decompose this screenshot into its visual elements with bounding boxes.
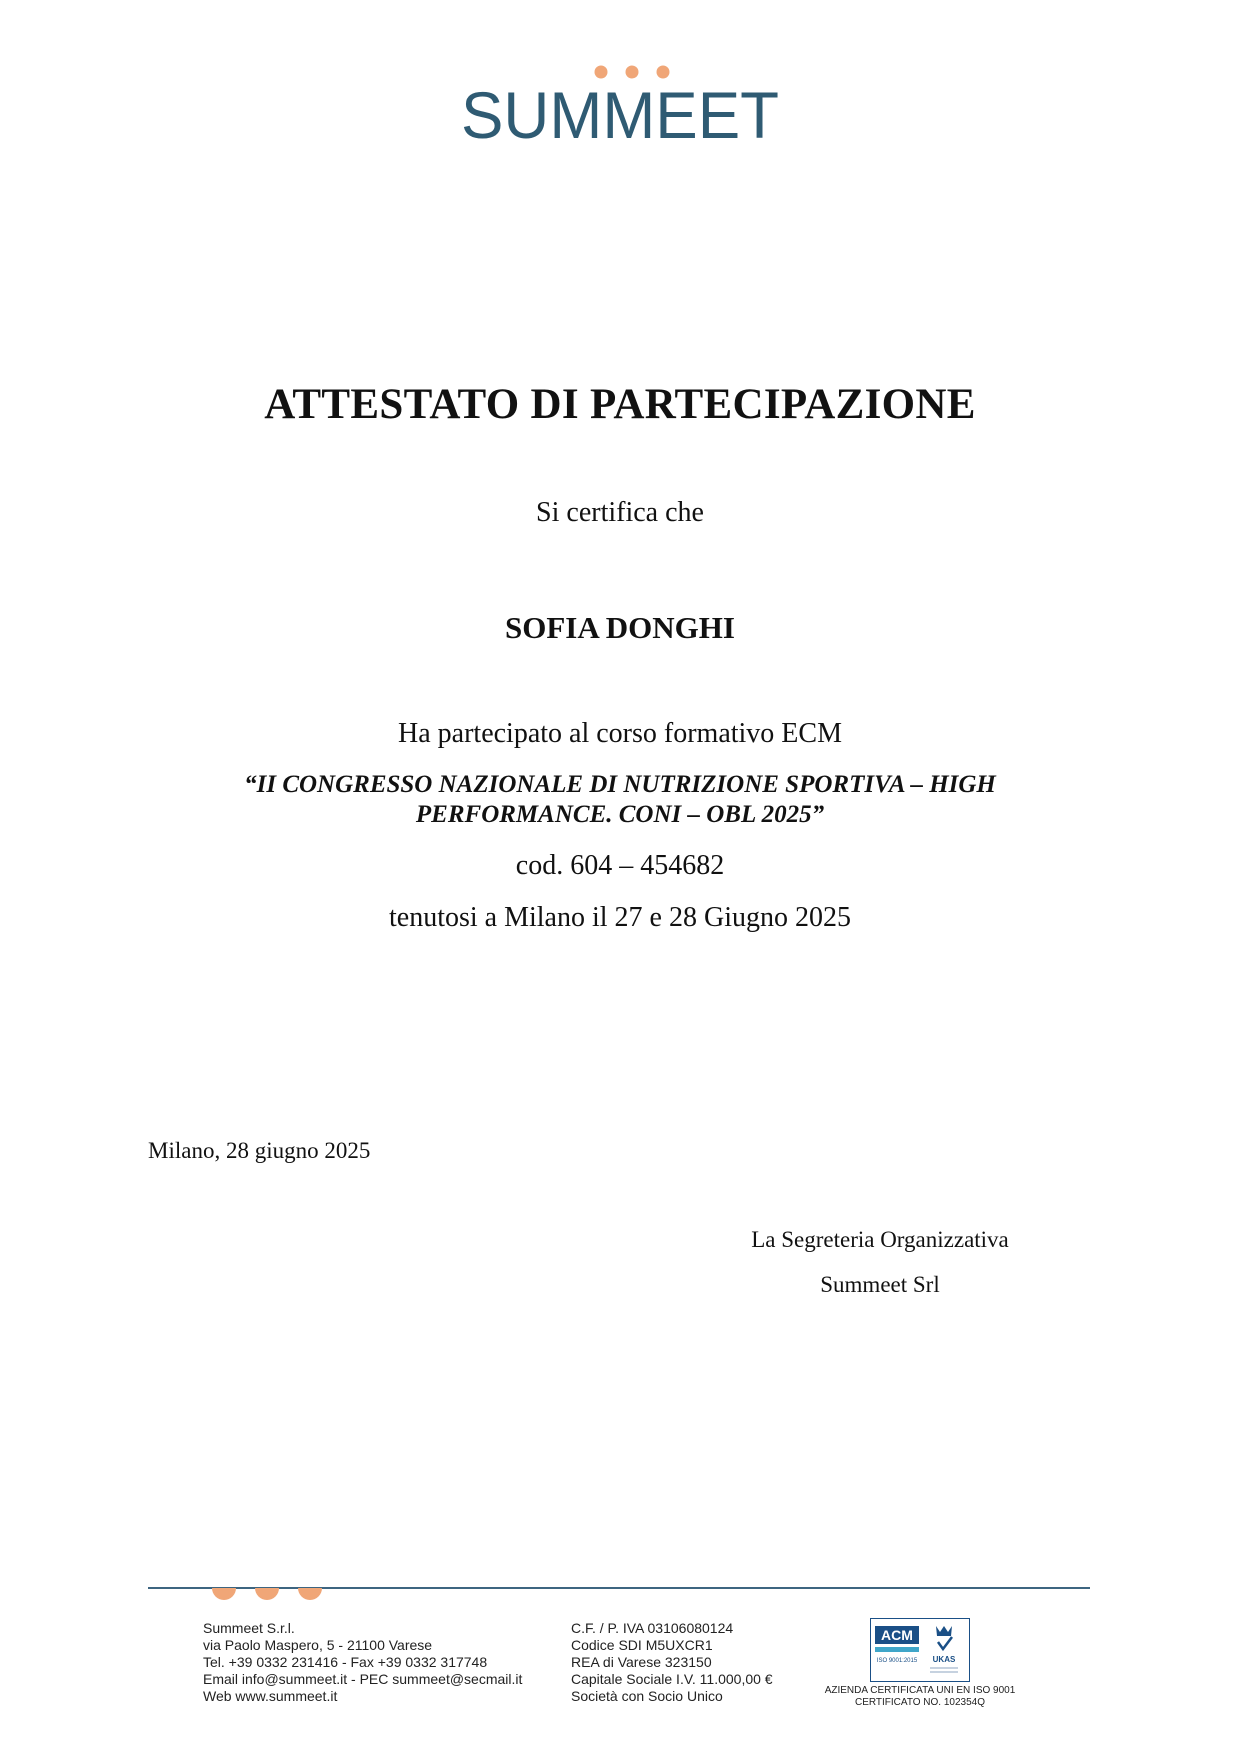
certify-intro: Si certifica che — [536, 497, 704, 528]
certification-number: CERTIFICATO NO. 102354Q — [854, 1697, 986, 1708]
registry-vat: C.F. / P. IVA 03106080124 — [571, 1620, 734, 1636]
signature-organization: La Segreteria Organizzativa — [751, 1227, 1009, 1252]
badge-ukas-label: UKAS — [932, 1655, 956, 1664]
signature-company: Summeet Srl — [820, 1272, 940, 1297]
logo-dot — [595, 66, 608, 79]
registry-owner: Società con Socio Unico — [571, 1688, 723, 1704]
place-date: Milano, 28 giugno 2025 — [148, 1138, 371, 1163]
footer-company-info — [203, 1620, 522, 1705]
company-phone: Tel. +39 0332 231416 - Fax +39 0332 317748 — [203, 1654, 488, 1670]
certification-caption-line: AZIENDA CERTIFICATA UNI EN ISO 9001 — [824, 1685, 1016, 1696]
logo-dot — [626, 66, 639, 79]
certificate-title: ATTESTATO DI PARTECIPAZIONE — [264, 381, 976, 428]
badge-iso-label: ISO 9001:2015 — [876, 1658, 918, 1664]
course-title-line: PERFORMANCE. CONI – OBL 2025” — [415, 801, 825, 828]
registry-capital: Capitale Sociale I.V. 11.000,00 € — [571, 1671, 773, 1687]
registry-sdi: Codice SDI M5UXCR1 — [571, 1637, 713, 1653]
company-email: Email info@summeet.it - PEC summeet@secmail.it — [203, 1671, 523, 1687]
course-dates: tenutosi a Milano il 27 e 28 Giugno 2025 — [389, 902, 851, 933]
logo-dot — [657, 66, 670, 79]
course-intro: Ha partecipato al corso formativo ECM — [398, 718, 842, 749]
summeet-logo — [455, 60, 785, 150]
company-web: Web www.summeet.it — [203, 1688, 338, 1704]
badge-acm-label: ACM — [881, 1627, 913, 1643]
iso-certification-badge — [870, 1618, 970, 1682]
logo-wordmark: SUMMEET — [461, 78, 779, 150]
footer-registry-info — [571, 1620, 773, 1705]
company-address: via Paolo Maspero, 5 - 21100 Varese — [203, 1637, 433, 1653]
course-title — [0, 770, 1240, 830]
footer-dots-decoration — [210, 1585, 325, 1603]
participant-name: SOFIA DONGHI — [505, 610, 735, 645]
footer-dot — [212, 1588, 236, 1600]
course-code: cod. 604 – 454682 — [515, 850, 725, 881]
registry-rea: REA di Varese 323150 — [571, 1654, 712, 1670]
certification-caption — [800, 1685, 1040, 1709]
footer-dot — [255, 1588, 279, 1600]
company-name: Summeet S.r.l. — [203, 1620, 295, 1636]
course-title-line: “II CONGRESSO NAZIONALE DI NUTRIZIONE SPORTIVA – HIGH — [244, 771, 996, 798]
footer-dot — [298, 1588, 322, 1600]
